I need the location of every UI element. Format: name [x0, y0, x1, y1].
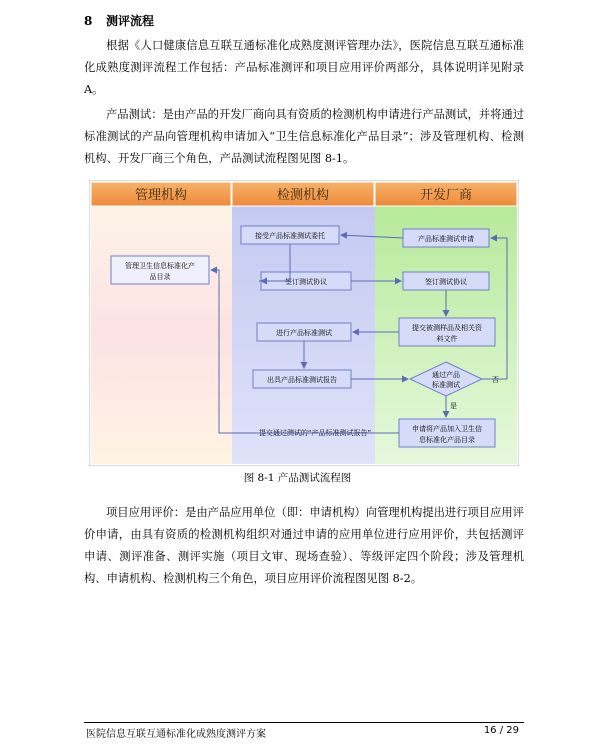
- lane-management: [91, 206, 232, 464]
- svg-text:品目录: 品目录: [149, 273, 171, 281]
- paragraph-project-evaluation: 项目应用评价：是由产品应用单位（即：申请机构）向管理机构提出进行项目应用评价申请，由具有资质的检测机构组织对通过申请的应用单位进行应用评价，共包括测评申请、测评准备、测评实施（项目文审、现场查验）、等级评定四个阶段；涉及管理机构、申请机构、检测机构三个角色，项目应用评价流程图见图 8-2。: [84, 506, 524, 585]
- section-number: 8: [84, 14, 93, 28]
- lane-title-management: 管理机构: [134, 188, 188, 203]
- figure-caption: 图 8-1 产品测试流程图: [243, 472, 352, 484]
- svg-text:签订测试协议: 签订测试协议: [285, 278, 327, 286]
- product-test-flowchart: [89, 180, 519, 466]
- svg-text:进行产品标准测试: 进行产品标准测试: [276, 329, 332, 337]
- lane-title-lab: 检测机构: [276, 188, 330, 203]
- paragraph-product-test: 产品测试：是由产品的开发厂商向具有资质的检测机构申请进行产品测试，并将通过标准测试的产品向管理机构申请加入“卫生信息标准化产品目录”；涉及管理机构、检测机构、开发厂商三个角色，产品测试流程图见图 8-1。: [84, 108, 524, 165]
- label-yes: 是: [450, 402, 457, 410]
- paragraph-intro: 根据《人口健康信息互联互通标准化成熟度测评管理办法》，医院信息互联互通标准化成熟度测评流程工作包括：产品标准测评和项目应用评价两部分，具体说明详见附录 A。: [84, 39, 524, 96]
- svg-text:管理卫生信息标准化产: 管理卫生信息标准化产: [125, 262, 195, 270]
- svg-text:出具产品标准测试报告: 出具产品标准测试报告: [267, 376, 337, 384]
- lane-title-developer: 开发厂商: [419, 188, 473, 203]
- svg-text:通过产品: 通过产品: [432, 371, 460, 379]
- label-no: 否: [492, 376, 499, 384]
- svg-text:产品标准测试申请: 产品标准测试申请: [418, 235, 474, 243]
- svg-text:标准测试: 标准测试: [432, 381, 460, 389]
- svg-text:料文件: 料文件: [436, 335, 458, 343]
- section-heading: [84, 12, 154, 29]
- svg-text:息标准化产品目录: 息标准化产品目录: [419, 436, 475, 444]
- svg-text:提交被测样品及相关资: 提交被测样品及相关资: [412, 324, 482, 332]
- footer-title: 医院信息互联互通标准化成熟度测评方案: [86, 729, 266, 740]
- svg-text:接受产品标准测试委托: 接受产品标准测试委托: [255, 232, 325, 240]
- section-title: 测评流程: [106, 14, 155, 28]
- svg-text:签订测试协议: 签订测试协议: [425, 278, 467, 286]
- footer-divider: [84, 722, 524, 723]
- page-number: 16 / 29: [483, 725, 519, 736]
- label-submit-report: 提交通过测试的“产品标准测试报告”: [258, 429, 372, 437]
- svg-text:申请将产品加入卫生信: 申请将产品加入卫生信: [412, 425, 482, 433]
